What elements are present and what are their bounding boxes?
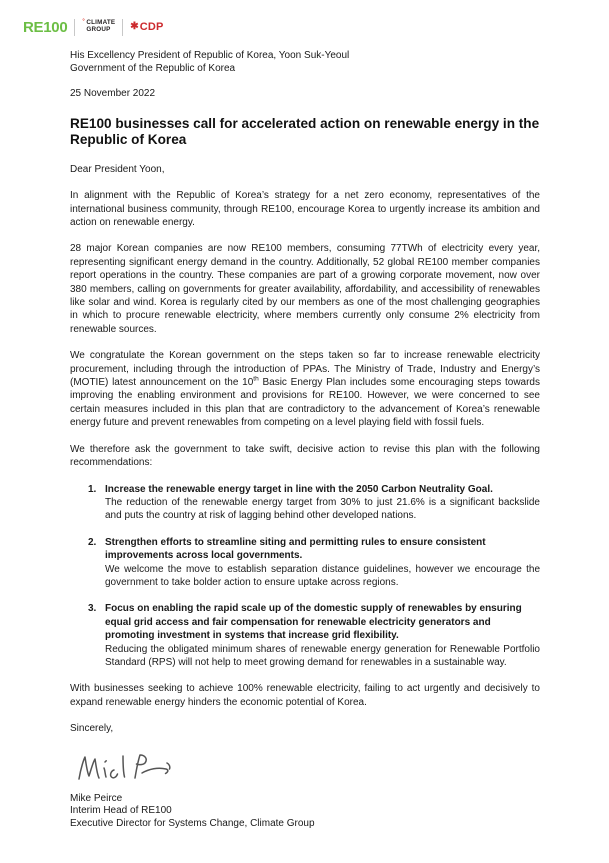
closing: Sincerely,	[70, 723, 114, 735]
signatory-title2: Executive Director for Systems Change, Climate Group	[70, 817, 315, 829]
paragraph-1: In alignment with the Republic of Korea’s strategy for a net zero economy, representatives of the international business community, through RE100, encourage Korea to urgently increase its ambition and action on renewable energy.	[70, 190, 540, 228]
signatory-block	[70, 793, 540, 831]
letter-title: RE100 businesses call for accelerated action on renewable energy in the Republic of Korea	[70, 115, 540, 148]
paragraph-3-text: We congratulate the Korean government on the steps taken so far to increase renewable electricity procurement, including through the introduction of PPAs. The Ministry of Trade, Industry and Energy’s (MOTIE) latest announcement on the 10	[70, 350, 540, 389]
logo-divider	[74, 19, 75, 36]
list-item-text: Reducing the obligated minimum shares of renewable energy generation for Renewable Portfolio Standard (RPS) will not help to meet growing demand for renewables in a sustainable way.	[105, 643, 540, 668]
climate-group-logo	[82, 20, 115, 34]
paragraph-4: We therefore ask the government to take swift, decisive action to revise this plan with the following recommendations:	[70, 443, 540, 469]
letter-date: 25 November 2022	[70, 88, 156, 100]
list-item-number: 2.	[88, 536, 97, 548]
paragraph-5: With businesses seeking to achieve 100% renewable electricity, failing to act urgently and decisively to expand renewable energy hinders the economic potential of Korea.	[70, 683, 540, 708]
list-item-lead: Strengthen efforts to streamline siting and permitting rules to ensure consistent improvements across local governments.	[105, 536, 486, 562]
signatory-title1: Interim Head of RE100	[70, 805, 172, 817]
climate-group-line2: GROUP	[86, 26, 111, 33]
list-item-number: 3.	[88, 603, 97, 615]
signature-image	[72, 749, 192, 791]
list-item-text: The reduction of the renewable energy target from 30% to just 21.6% is a significant backslide and puts the country at risk of lagging behind other developed nations.	[105, 496, 540, 522]
list-item-lead: Increase the renewable energy target in line with the 2050 Carbon Neutrality Goal.	[105, 483, 493, 495]
list-item-text: We welcome the move to establish separation distance guidelines, however we encourage the government to take bolder action to ensure uptake across regions.	[105, 563, 540, 588]
list-item-body	[105, 483, 540, 523]
cdp-mark-icon: ✱	[130, 21, 139, 32]
logo-divider	[122, 19, 123, 36]
cdp-logo	[130, 21, 163, 33]
list-item-body	[105, 602, 540, 669]
recommendations-list	[70, 483, 540, 670]
climate-group-line1: CLIMATE	[86, 19, 116, 27]
list-item-lead: Focus on enabling the rapid scale up of the domestic supply of renewables by ensuring equal grid access and fair compensation for renewable electricity generators and promoting investment in systems that increase grid flexibility.	[105, 603, 522, 642]
paragraph-3-text-cont: Basic Energy Plan includes some encouraging steps towards improving the enabling environment and provisions for RE100. However, we were concerned to see certain measures included in this plan that are contradictory to the advancement of Korea’s renewable energy future and prevent renewables from competing on a level playing field with fossil fuels.	[70, 377, 540, 429]
degree-icon: °	[82, 19, 85, 26]
signature	[72, 749, 540, 791]
list-item	[88, 602, 540, 669]
recipient-line1: His Excellency President of Republic of Korea, Yoon Suk-Yeoul	[70, 50, 350, 61]
cdp-wordmark: CDP	[139, 21, 164, 33]
logo-header	[23, 15, 609, 39]
paragraph-3	[70, 349, 540, 429]
salutation: Dear President Yoon,	[70, 163, 165, 175]
list-item	[88, 536, 540, 590]
list-item-number: 1.	[88, 483, 97, 495]
signatory-name: Mike Peirce	[70, 792, 123, 804]
recipient-block	[70, 50, 540, 75]
list-item-body	[105, 536, 540, 590]
list-item	[88, 483, 540, 523]
paragraph-2: 28 major Korean companies are now RE100 members, consuming 77TWh of electricity every year, representing significant energy demand in the country. Additionally, 52 global RE100 member companies report operations in the country. These companies are part of a growing corporate movement, now over 380 members, calling on governments for greater availability, affordability, and accessibility of renewables like solar and wind. Korea is regularly cited by our members as one of the most challenging geographies in which to procure renewable electricity, where members currently only consume 2% electricity from renewable sources.	[70, 243, 540, 335]
recipient-line2: Government of the Republic of Korea	[70, 62, 236, 74]
ordinal-superscript: th	[253, 375, 259, 383]
re100-logo: RE100	[23, 18, 68, 36]
letter-body	[70, 50, 540, 830]
